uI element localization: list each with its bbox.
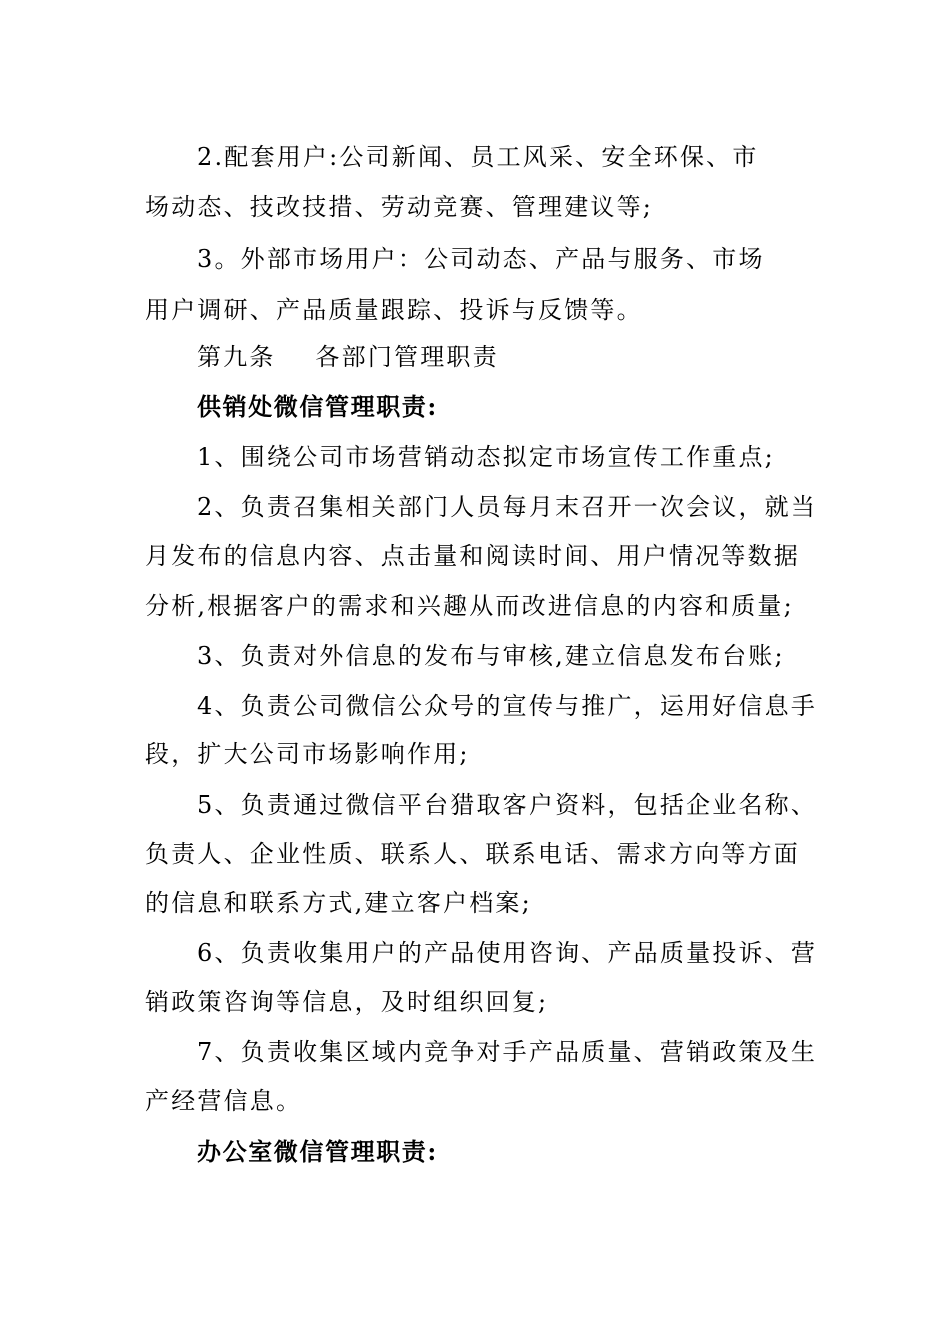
list-item: 5、负责通过微信平台猎取客户资料，包括企业名称、 xyxy=(197,791,818,819)
paragraph-line: 的信息和联系方式,建立客户档案; xyxy=(145,889,532,917)
paragraph-line: 负责人、企业性质、联系人、联系电话、需求方向等方面 xyxy=(145,840,800,868)
paragraph-line: 用户调研、产品质量跟踪、投诉与反馈等。 xyxy=(145,296,643,324)
paragraph-line: 场动态、技改技措、劳动竞赛、管理建议等; xyxy=(145,193,654,221)
paragraph-line: 分析,根据客户的需求和兴趣从而改进信息的内容和质量; xyxy=(145,592,794,620)
list-item: 3、负责对外信息的发布与审核,建立信息发布台账; xyxy=(197,642,785,670)
list-item: 1、围绕公司市场营销动态拟定市场宣传工作重点; xyxy=(197,443,775,471)
subsection-heading: 供销处微信管理职责: xyxy=(197,392,438,421)
paragraph-line: 月发布的信息内容、点击量和阅读时间、用户情况等数据 xyxy=(145,542,800,570)
list-item: 6、负责收集用户的产品使用咨询、产品质量投诉、营 xyxy=(197,939,818,967)
subsection-heading: 办公室微信管理职责: xyxy=(197,1137,438,1166)
paragraph-line: 2.配套用户:公司新闻、员工风采、安全环保、市 xyxy=(197,143,759,171)
section-heading: 第九条 各部门管理职责 xyxy=(197,343,499,371)
list-item: 2、负责召集相关部门人员每月末召开一次会议，就当 xyxy=(197,493,818,521)
list-item: 4、负责公司微信公众号的宣传与推广，运用好信息手 xyxy=(197,692,818,720)
paragraph-line: 销政策咨询等信息，及时组织回复; xyxy=(145,988,549,1016)
list-item: 7、负责收集区域内竞争对手产品质量、营销政策及生 xyxy=(197,1038,818,1066)
paragraph-line: 段，扩大公司市场影响作用; xyxy=(145,740,470,768)
paragraph-line: 3。外部市场用户：公司动态、产品与服务、市场 xyxy=(197,245,765,273)
paragraph-line: 产经营信息。 xyxy=(145,1087,303,1115)
